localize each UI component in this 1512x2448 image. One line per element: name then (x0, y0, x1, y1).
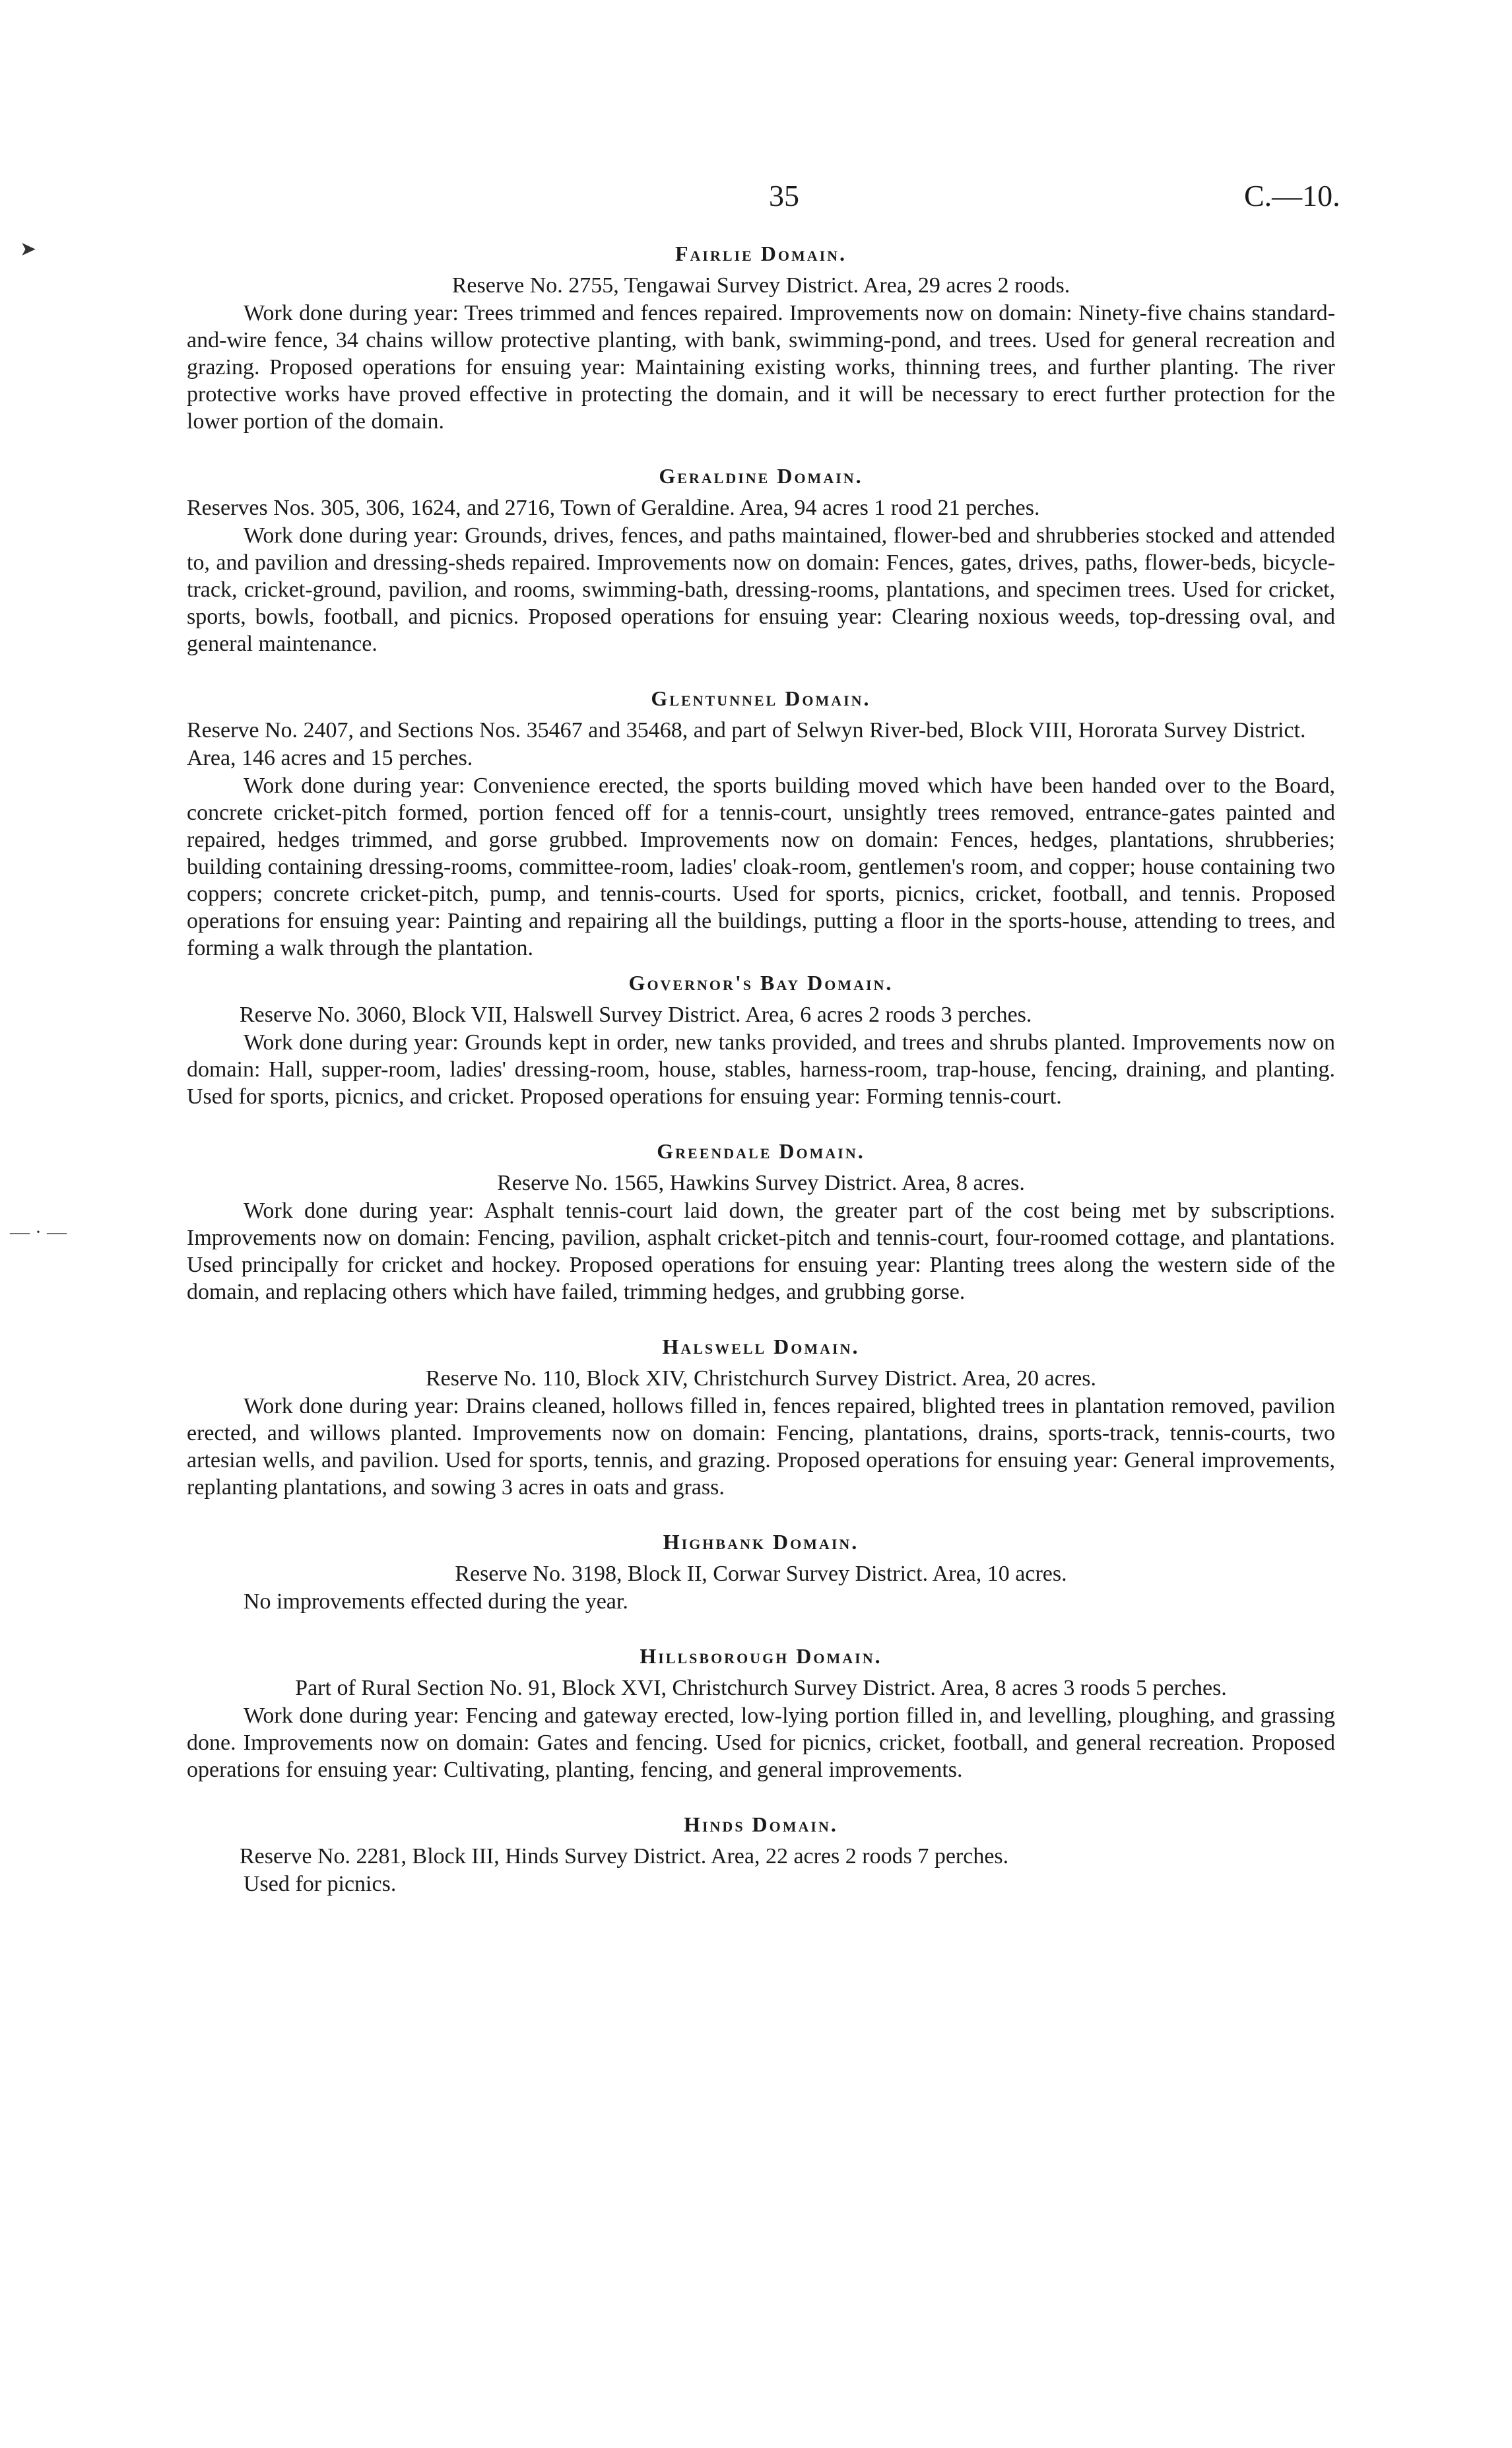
section-title: Governor's Bay Domain. (628, 971, 894, 995)
section-paragraph: Work done during year: Fencing and gateway erected, low-lying portion filled in, and levelling, ploughing, and grassing done. Improvements now on domain: Gates and fencing. Used for picnics, cricket, football, and general recreation. Proposed operations for ensuing year: Cultivating, planting, fencing, and general improvements. (187, 1704, 1335, 1782)
section-paragraph: Work done during year: Drains cleaned, hollows filled in, fences repaired, blighted trees in plantation removed, pavilion erected, and willows planted. Improvements now on domain: Fencing, plantations, drains, sports-track, tennis-courts, two artesian wells, and pavilion. Used for sports, tennis, and grazing. Proposed operations for ensuing year: General improvements, replanting plantations, and sowing 3 acres in oats and grass. (187, 1394, 1335, 1500)
section-title: Highbank Domain. (663, 1530, 859, 1554)
section-paragraph: Work done during year: Convenience erected, the sports building moved which have been handed over to the Board, concrete cricket-pitch formed, portion fenced off for a tennis-court, unsightly trees removed, entrance-gates painted and repaired, hedges trimmed, and gorse grubbed. Improvements now on domain: Fences, hedges, plantations, shrubberies; building containing dressing-rooms, committee-room, ladies' cloak-room, gentlemen's room, and copper; house containing two coppers; concrete cricket-pitch, pump, and tennis-courts. Used for sports, picnics, cricket, football, and tennis. Proposed operations for ensuing year: Painting and repairing all the buildings, putting a floor in the sports-house, attending to trees, and forming a walk through the plantation. (187, 774, 1335, 960)
section-title: Glentunnel Domain. (651, 686, 871, 710)
section-paragraph: Work done during year: Grounds, drives, fences, and paths maintained, flower-bed and shrubberies stocked and attended to, and pavilion and dressing-sheds repaired. Improvements now on domain: Fences, gates, drives, paths, flower-beds, bicycle-track, cricket-ground, pavilion, and rooms, swimming-bath, dressing-rooms, plantations, and specimen trees. Used for cricket, sports, bowls, football, and picnics. Proposed operations for ensuing year: Clearing noxious weeds, top-dressing oval, and general maintenance. (187, 523, 1335, 656)
reserve-line: Reserve No. 110, Block XIV, Christchurch Survey District. Area, 20 acres. (426, 1366, 1096, 1391)
section-title: Greendale Domain. (657, 1139, 865, 1163)
section-geraldine-domain (187, 461, 1335, 657)
section-hinds-domain (187, 1810, 1335, 1898)
section-hillsborough-domain (187, 1641, 1335, 1783)
section-paragraph: Work done during year: Trees trimmed and fences repaired. Improvements now on domain: Ninety-five chains standard-and-wire fence, 34 chains willow protective planting, with bank, swimming-pond, and trees. Used for general recreation and grazing. Proposed operations for ensuing year: Maintaining existing works, thinning trees, and further planting. The river protective works have proved effective in protecting the domain, and it will be necessary to erect further protection for the lower portion of the domain. (187, 301, 1335, 434)
section-halswell-domain (187, 1332, 1335, 1501)
reserve-line: Reserve No. 2755, Tengawai Survey District. Area, 29 acres 2 roods. (451, 273, 1070, 298)
section-paragraph: Used for picnics. (244, 1872, 397, 1896)
section-glentunnel-domain (187, 684, 1335, 962)
reserve-line: Reserve No. 1565, Hawkins Survey District. Area, 8 acres. (497, 1171, 1025, 1195)
section-title: Geraldine Domain. (659, 464, 863, 488)
reserve-line: Reserve No. 3060, Block VII, Halswell Survey District. Area, 6 acres 2 roods 3 perches. (240, 1003, 1032, 1027)
section-title: Hillsborough Domain. (640, 1644, 882, 1668)
margin-scan-dash: —·— (10, 1221, 72, 1243)
section-greendale-domain (187, 1137, 1335, 1306)
section-paragraph: Work done during year: Asphalt tennis-court laid down, the greater part of the cost being met by subscriptions. Improvements now on domain: Fencing, pavilion, asphalt cricket-pitch and tennis-court, four-roomed cottage, and plantations. Used principally for cricket and hockey. Proposed operations for ensuing year: Planting trees along the western side of the domain, and replacing others which have failed, trimming hedges, and grubbing gorse. (187, 1199, 1335, 1304)
section-fairlie-domain (187, 239, 1335, 435)
section-paragraph: Work done during year: Grounds kept in order, new tanks provided, and trees and shrubs planted. Improvements now on domain: Hall, supper-room, ladies' dressing-room, house, stables, harness-room, trap-house, fencing, draining, and planting. Used for sports, picnics, and cricket. Proposed operations for ensuing year: Forming tennis-court. (187, 1030, 1335, 1109)
reserve-line: Reserves Nos. 305, 306, 1624, and 2716, Town of Geraldine. Area, 94 acres 1 rood 21 perches. (187, 496, 1040, 520)
section-title: Halswell Domain. (662, 1335, 860, 1358)
reserve-line: Part of Rural Section No. 91, Block XVI, Christchurch Survey District. Area, 8 acres 3 roods 5 perches. (295, 1676, 1227, 1700)
page-content (187, 239, 1335, 1898)
section-governors-bay-domain (187, 968, 1335, 1110)
reserve-line: Reserve No. 3198, Block II, Corwar Survey District. Area, 10 acres. (455, 1562, 1067, 1586)
section-title: Fairlie Domain. (674, 242, 847, 265)
section-highbank-domain (187, 1527, 1335, 1615)
margin-scan-mark: ➤ (20, 238, 37, 260)
section-paragraph: No improvements effected during the year. (244, 1589, 628, 1614)
section-title: Hinds Domain. (684, 1812, 838, 1836)
reserve-line: Reserve No. 2281, Block III, Hinds Survey District. Area, 22 acres 2 roods 7 perches. (240, 1844, 1009, 1869)
document-reference: C.—10. (1244, 179, 1340, 213)
page-header (0, 178, 1512, 218)
page-number: 35 (769, 179, 799, 213)
reserve-line: Reserve No. 2407, and Sections Nos. 35467 and 35468, and part of Selwyn River-bed, Block VIII, Hororata Survey District. Area, 146 acres and 15 perches. (187, 718, 1306, 770)
